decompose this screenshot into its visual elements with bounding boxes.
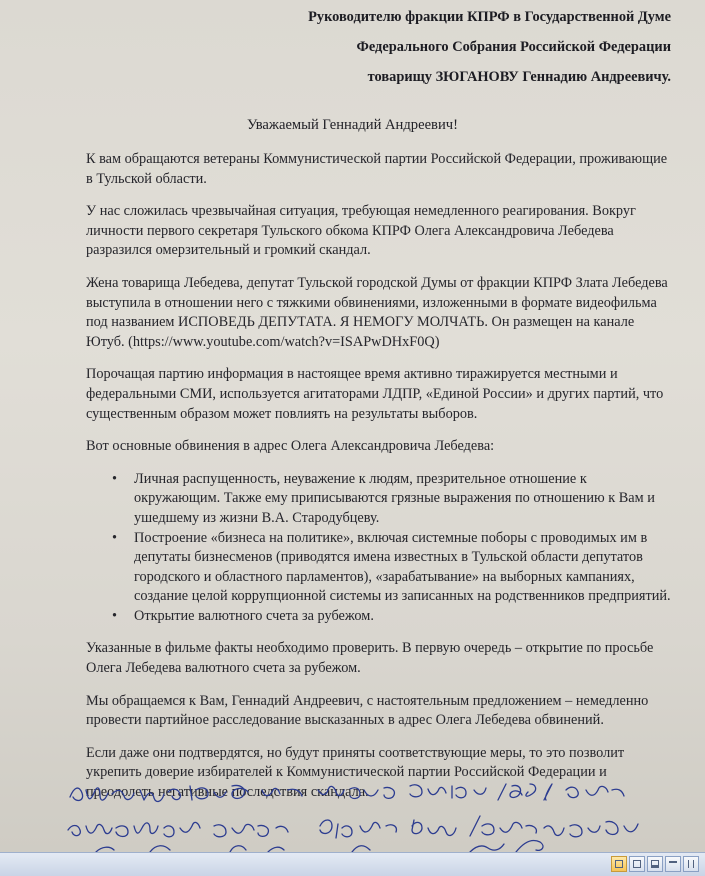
paragraph-media: Порочащая партию информация в настоящее время активно тиражируется местными и федеральными СМИ, используется агитаторами ЛДПР, «Единой России» и других партий, что существенным образом может повлиять на результаты выборов. [86, 366, 664, 422]
accusations-list [86, 470, 676, 627]
paragraph-accusations-intro: Вот основные обвинения в адрес Олега Александровича Лебедева: [86, 438, 495, 455]
addressee-line-2: Федерального Собрания Российской Федерации [356, 39, 671, 55]
addressee-line-1: Руководителю фракции КПРФ в Государственной Думе [308, 9, 671, 25]
letter-body [86, 150, 676, 816]
list-item [112, 607, 676, 627]
full-screen-reading-view-icon[interactable] [629, 856, 645, 872]
list-item [112, 470, 676, 529]
paragraph-conclusion: Если даже они подтвердятся, но будут приняты соответствующие меры, то это позволит укрепить доверие избирателей к Коммунистической партии Российской Федерации и преодолеть негативные последствия скандала. [86, 744, 625, 801]
print-layout-view-icon[interactable] [611, 856, 627, 872]
bullet-icon: • [112, 529, 118, 546]
addressee-line-3: товарищу ЗЮГАНОВУ Геннадию Андреевичу. [367, 69, 671, 85]
word-status-bar [0, 852, 705, 876]
list-item-text: Построение «бизнеса на политике», включая системные поборы с проводимых им в депутаты бизнесменов (приводятся имена известных в Тульской области депутатов городского и областного парламентов), «зарабатывание» на выборных кампаниях, создание целой коррупционной системы из записанных на родственников предприятий. [134, 529, 671, 605]
paragraph-intro: К вам обращаются ветераны Коммунистической партии Российской Федерации, проживающие в Тульской области. [86, 151, 668, 187]
web-layout-view-icon[interactable] [647, 856, 663, 872]
bullet-icon: • [112, 607, 118, 624]
view-buttons-group [611, 856, 699, 872]
addressee-block [251, 2, 671, 92]
paragraph-request: Мы обращаемся к Вам, Геннадий Андреевич, с настоятельным предложением – немедленно провести партийное расследование высказанных в адрес Олега Лебедева обвинений. [86, 692, 649, 729]
draft-view-icon[interactable] [683, 856, 699, 872]
paragraph-verify: Указанные в фильме факты необходимо проверить. В первую очередь – открытие по просьбе Олега Лебедева валютного счета за рубежом. [86, 640, 654, 677]
list-item-text: Личная распущенность, неуважение к людям, презрительное отношение к окружающим. Также ему приписываются грязные выражения по отношению к Вам и ушедшему из жизни В.А. Стародубцеву. [134, 470, 655, 526]
handwriting-line-2 [68, 822, 200, 836]
list-item [112, 529, 676, 607]
paragraph-situation: У нас сложилась чрезвычайная ситуация, требующая немедленного реагирования. Вокруг личности первого секретаря Тульского обкома КПРФ Олега Александровича Лебедева разразился омерзительный и громкий скандал. [86, 203, 636, 259]
paragraph-video: Жена товарища Лебедева, депутат Тульской городской Думы от фракции КПРФ Злата Лебедева выступила в отношении него с тяжкими обвинениями, изложенными в формате видеофильма под названием ИСПОВЕДЬ ДЕПУТАТА. Я НЕМОГУ МОЛЧАТЬ. Он размещен на канале Ютуб. (https://www.youtube.com/watch?v=ISAPwDHxF0Q) [86, 274, 668, 350]
list-item-text: Открытие валютного счета за рубежом. [134, 607, 374, 624]
bullet-icon: • [112, 470, 118, 487]
greeting: Уважаемый Геннадий Андреевич! [247, 117, 458, 133]
outline-view-icon[interactable] [665, 856, 681, 872]
